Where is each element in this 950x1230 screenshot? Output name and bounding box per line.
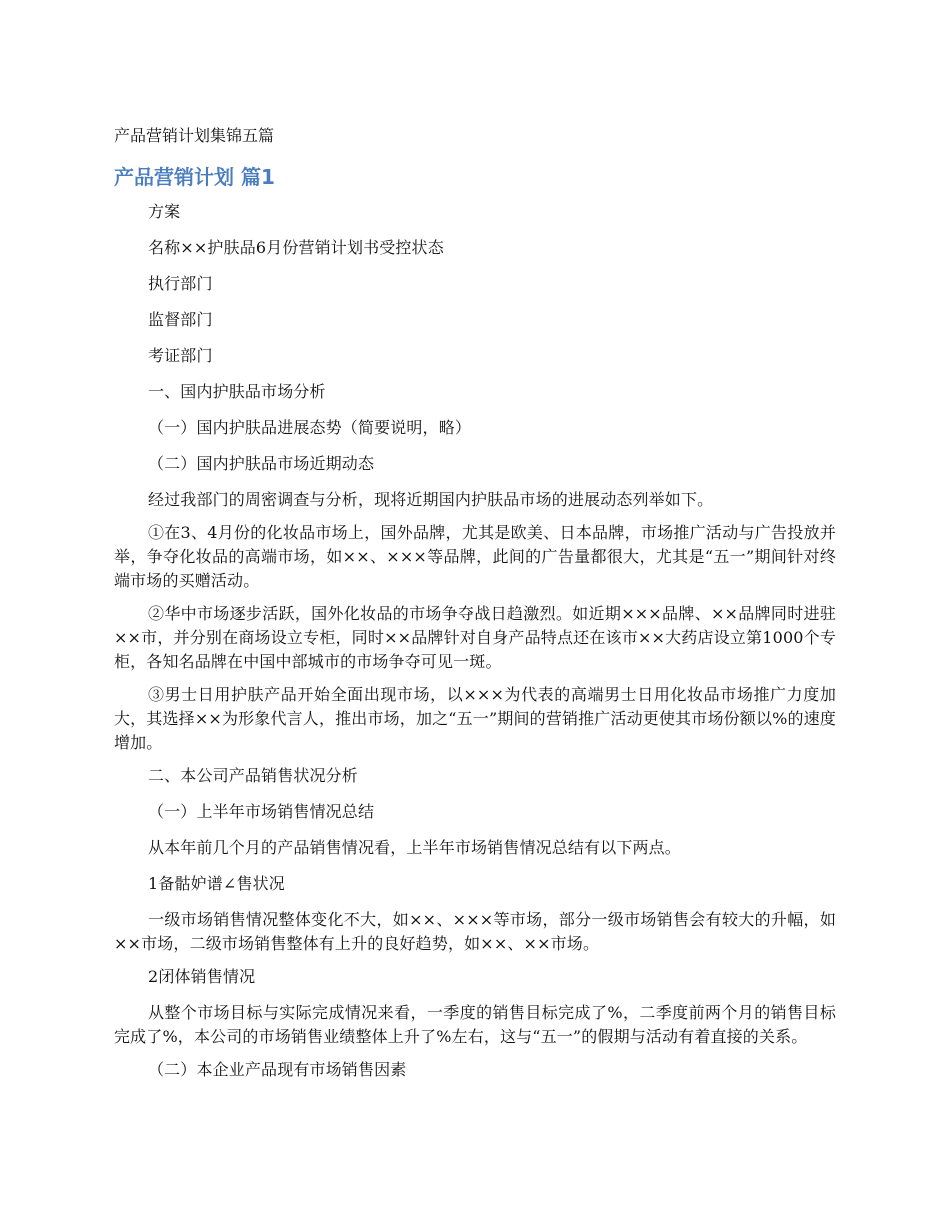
heading-sales-analysis: 二、本公司产品销售状况分析 bbox=[148, 766, 358, 785]
paragraph-item-1-body: 一级市场销售情况整体变化不大，如××、×××等市场，部分一级市场销售会有较大的升幅，如××市场，二级市场销售整体有上升的良好趋势，如××、××市场。 bbox=[114, 910, 836, 953]
section-heading: 产品营销计划 篇1 bbox=[114, 165, 275, 189]
paragraph-summary-intro: 从本年前几个月的产品销售情况看，上半年市场销售情况总结有以下两点。 bbox=[148, 838, 681, 857]
subheading-trend: （一）国内护肤品进展态势（简要说明，略） bbox=[148, 418, 472, 437]
paragraph-point-3: ③男士日用护肤产品开始全面出现市场，以×××为代表的高端男士日用化妆品市场推广力度加大，其选择××为形象代言人，推出市场，加之“五一”期间的营销推广活动更使其市场份额以%的速度增加。 bbox=[114, 685, 836, 752]
subheading-recent-dynamics: （二）国内护肤品市场近期动态 bbox=[148, 454, 375, 473]
subheading-first-half-summary: （一）上半年市场销售情况总结 bbox=[148, 802, 375, 821]
paragraph-plan: 方案 bbox=[148, 202, 181, 221]
document-title: 产品营销计划集锦五篇 bbox=[114, 126, 275, 145]
paragraph-item-2-body: 从整个市场目标与实际完成情况来看，一季度的销售目标完成了%，二季度前两个月的销售目标完成了%，本公司的市场销售业绩整体上升了%左右，这与“五一”的假期与活动有着直接的关系。 bbox=[114, 1003, 836, 1046]
paragraph-name: 名称××护肤品6月份营销计划书受控状态 bbox=[148, 238, 444, 257]
paragraph-point-2: ②华中市场逐步活跃，国外化妆品的市场争夺战日趋激烈。如近期×××品牌、××品牌同时进驻××市，并分别在商场设立专柜，同时××品牌针对自身产品特点还在该市××大药店设立第1000个专柜，各知名品牌在中国中部城市的市场争夺可见一斑。 bbox=[114, 604, 836, 671]
paragraph-point-1: ①在3、4月份的化妆品市场上，国外品牌，尤其是欧美、日本品牌，市场推广活动与广告投放并举，争夺化妆品的高端市场，如××、×××等品牌，此间的广告量都很大，尤其是“五一”期间针对终端市场的买赠活动。 bbox=[114, 523, 836, 590]
paragraph-exec-dept: 执行部门 bbox=[148, 274, 213, 293]
paragraph-item-2-title: 2闭体销售情况 bbox=[148, 967, 256, 986]
heading-market-analysis: 一、国内护肤品市场分析 bbox=[148, 382, 326, 401]
paragraph-supervise-dept: 监督部门 bbox=[148, 310, 213, 329]
paragraph-intro: 经过我部门的周密调查与分析，现将近期国内护肤品市场的进展动态列举如下。 bbox=[148, 490, 714, 509]
paragraph-audit-dept: 考证部门 bbox=[148, 346, 213, 365]
paragraph-item-1-title: 1备骷妒谱∠售状况 bbox=[148, 874, 285, 893]
document-body bbox=[114, 200, 836, 1094]
subheading-sales-factors: （二）本企业产品现有市场销售因素 bbox=[148, 1060, 407, 1079]
